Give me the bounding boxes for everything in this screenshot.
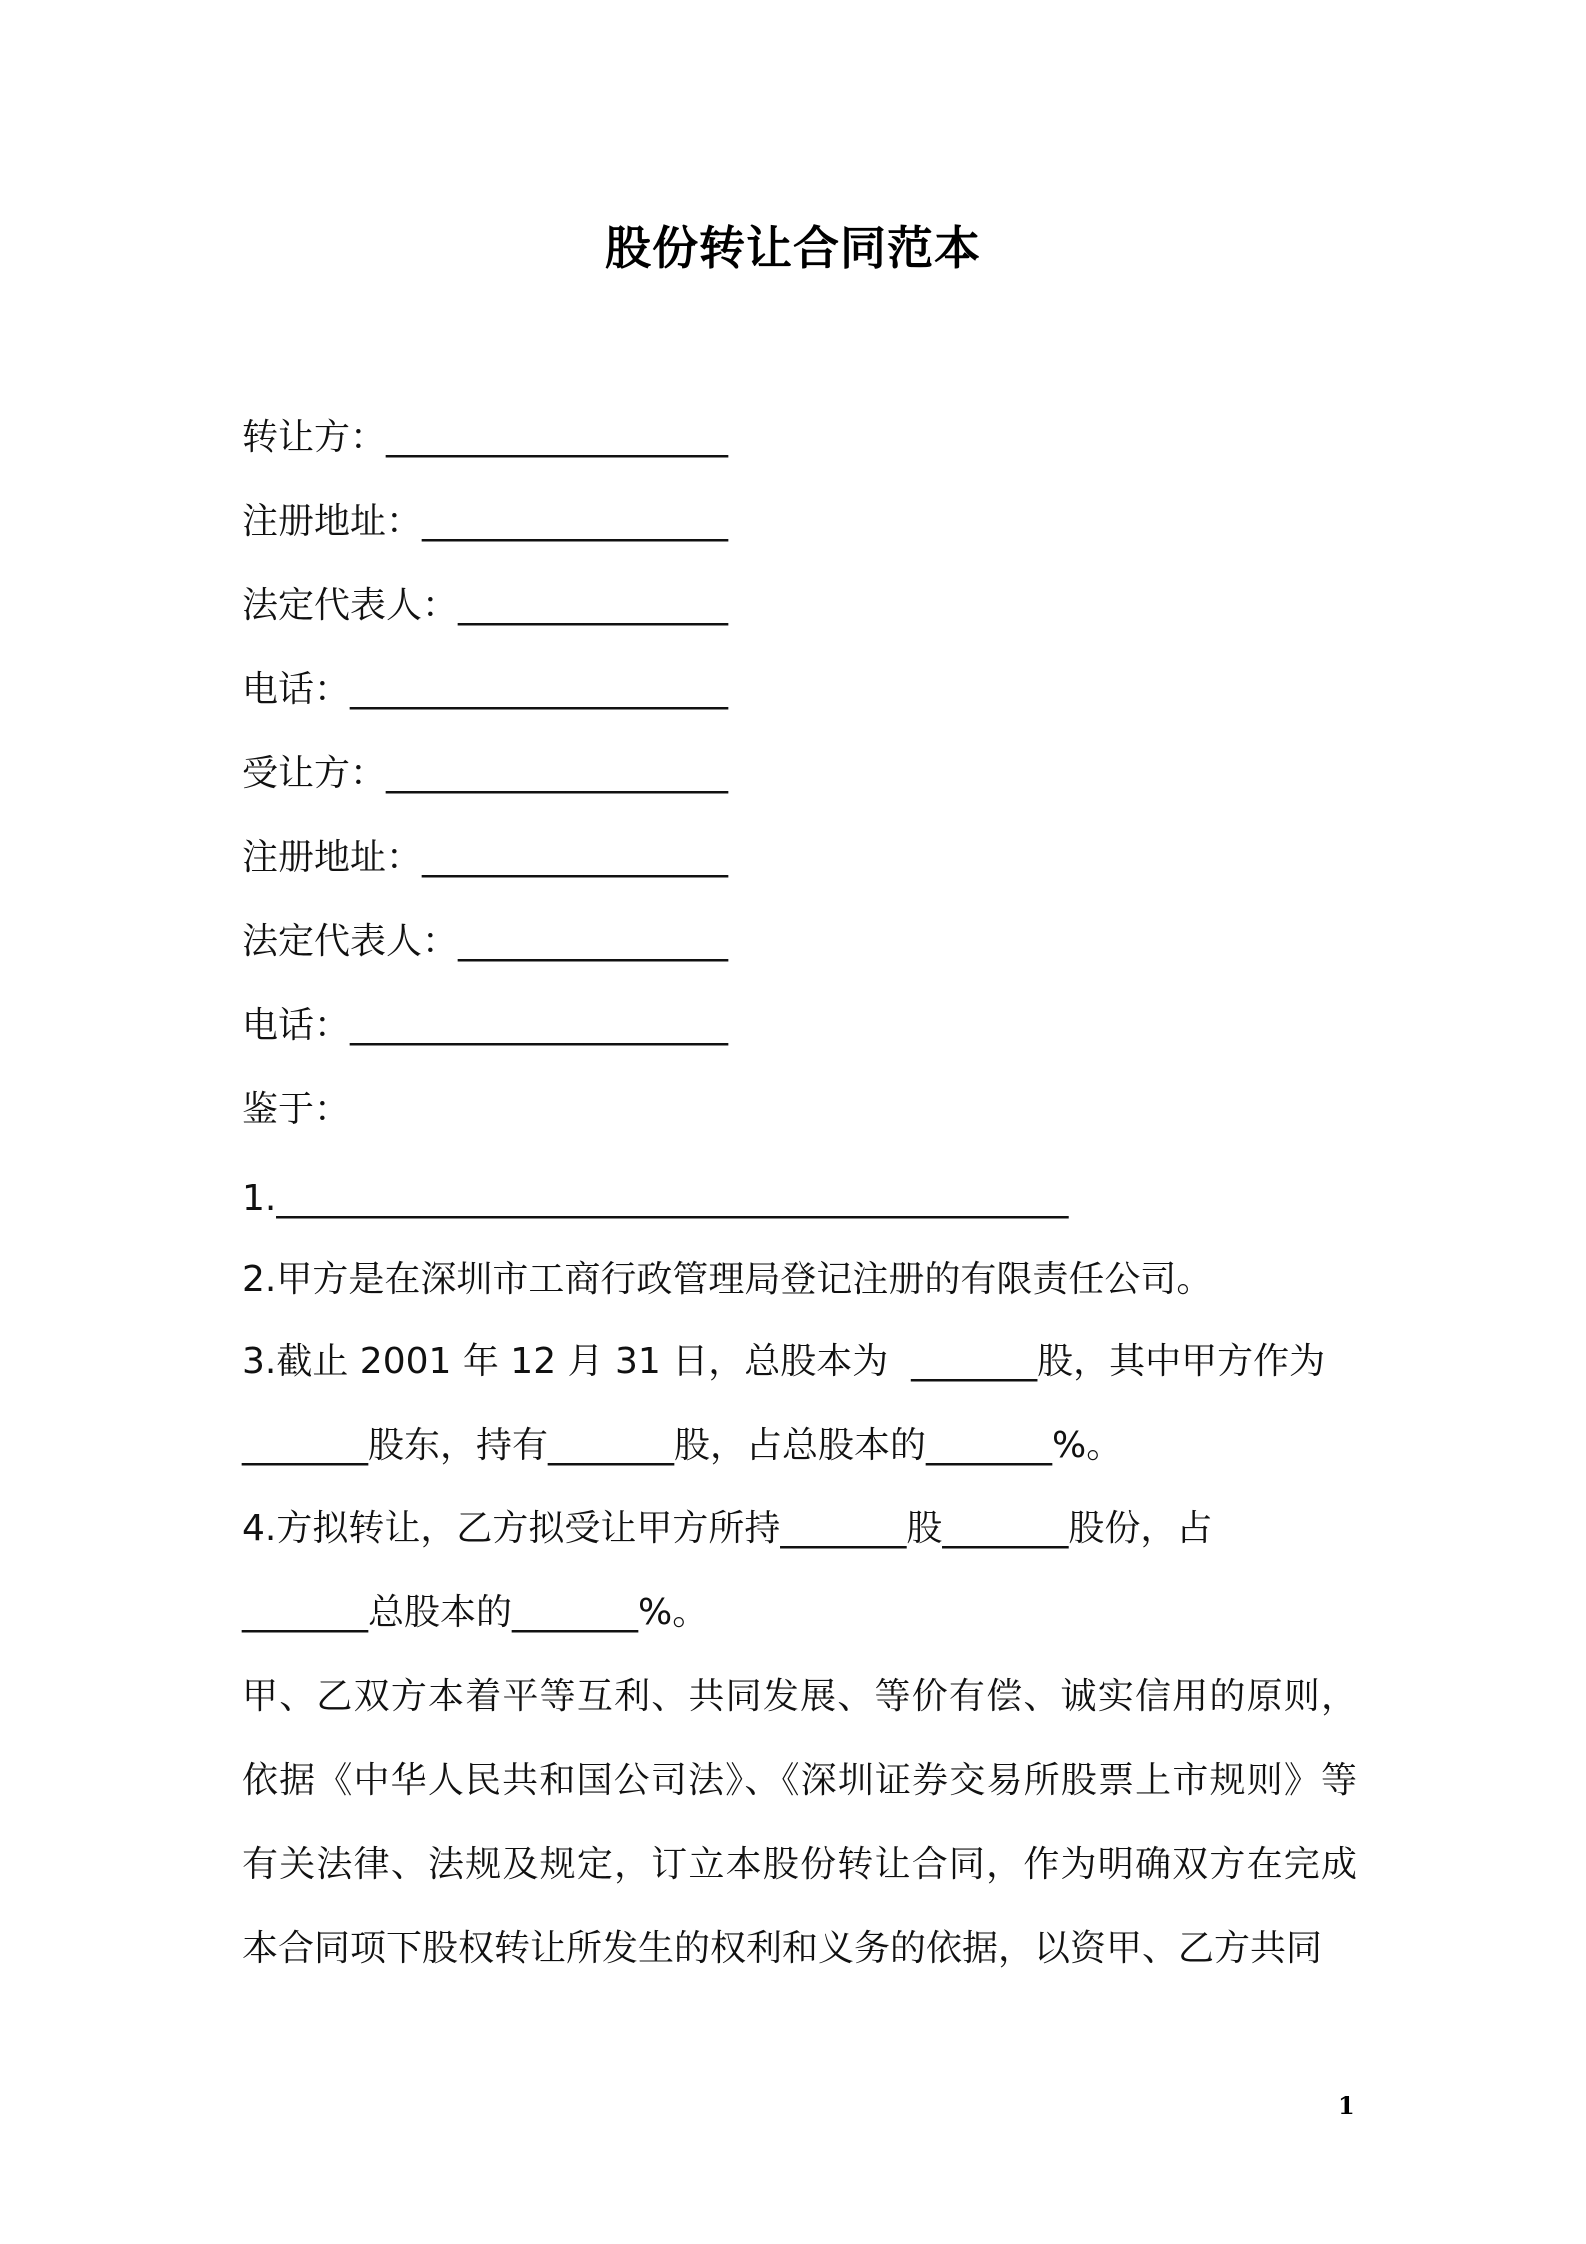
transferor-phone-line: 电话：_____________________ xyxy=(242,669,729,710)
transferor-legal-rep-line: 法定代表人：_______________ xyxy=(242,585,729,626)
transferee-legal-rep-line: 法定代表人：_______________ xyxy=(242,921,729,962)
whereas-item-4-line-1: 4.方拟转让，乙方拟受让甲方所持_______股_______股份，占 xyxy=(242,1508,1213,1549)
transferee-address-line: 注册地址：_________________ xyxy=(242,837,729,878)
whereas-item-2: 2.甲方是在深圳市工商行政管理局登记注册的有限责任公司。 xyxy=(242,1259,1213,1300)
transferee-line: 受让方：___________________ xyxy=(242,753,729,794)
whereas-heading: 鉴于： xyxy=(242,1089,351,1130)
document-title: 股份转让合同范本 xyxy=(605,221,981,275)
transferor-line: 转让方：___________________ xyxy=(242,417,729,458)
whereas-item-4-line-2: _______总股本的_______%。 xyxy=(242,1592,709,1633)
agreement-basis-paragraph: 甲、乙双方本着平等互利、共同发展、等价有偿、诚实信用的原则，依据《中华人民共和国公司法》、《深圳证券交易所股票上市规则》等有关法律、法规及规定，订立本股份转让合同，作为明确双方在完成本合同项下股权转让所发生的权利和义务的依据，以资甲、乙方共同 xyxy=(242,1676,1357,1969)
whereas-item-3-line-2: _______股东，持有_______股，占总股本的_______%。 xyxy=(242,1425,1123,1466)
whereas-item-1: 1.____________________________________________ xyxy=(242,1178,1069,1219)
transferor-address-line: 注册地址：_________________ xyxy=(242,501,729,542)
whereas-item-3-line-1: 3.截止 2001 年 12 月 31 日，总股本为 _______股，其中甲方作为 xyxy=(242,1341,1326,1382)
page-number: 1 xyxy=(1338,2091,1355,2120)
transferee-phone-line: 电话：_____________________ xyxy=(242,1005,729,1046)
